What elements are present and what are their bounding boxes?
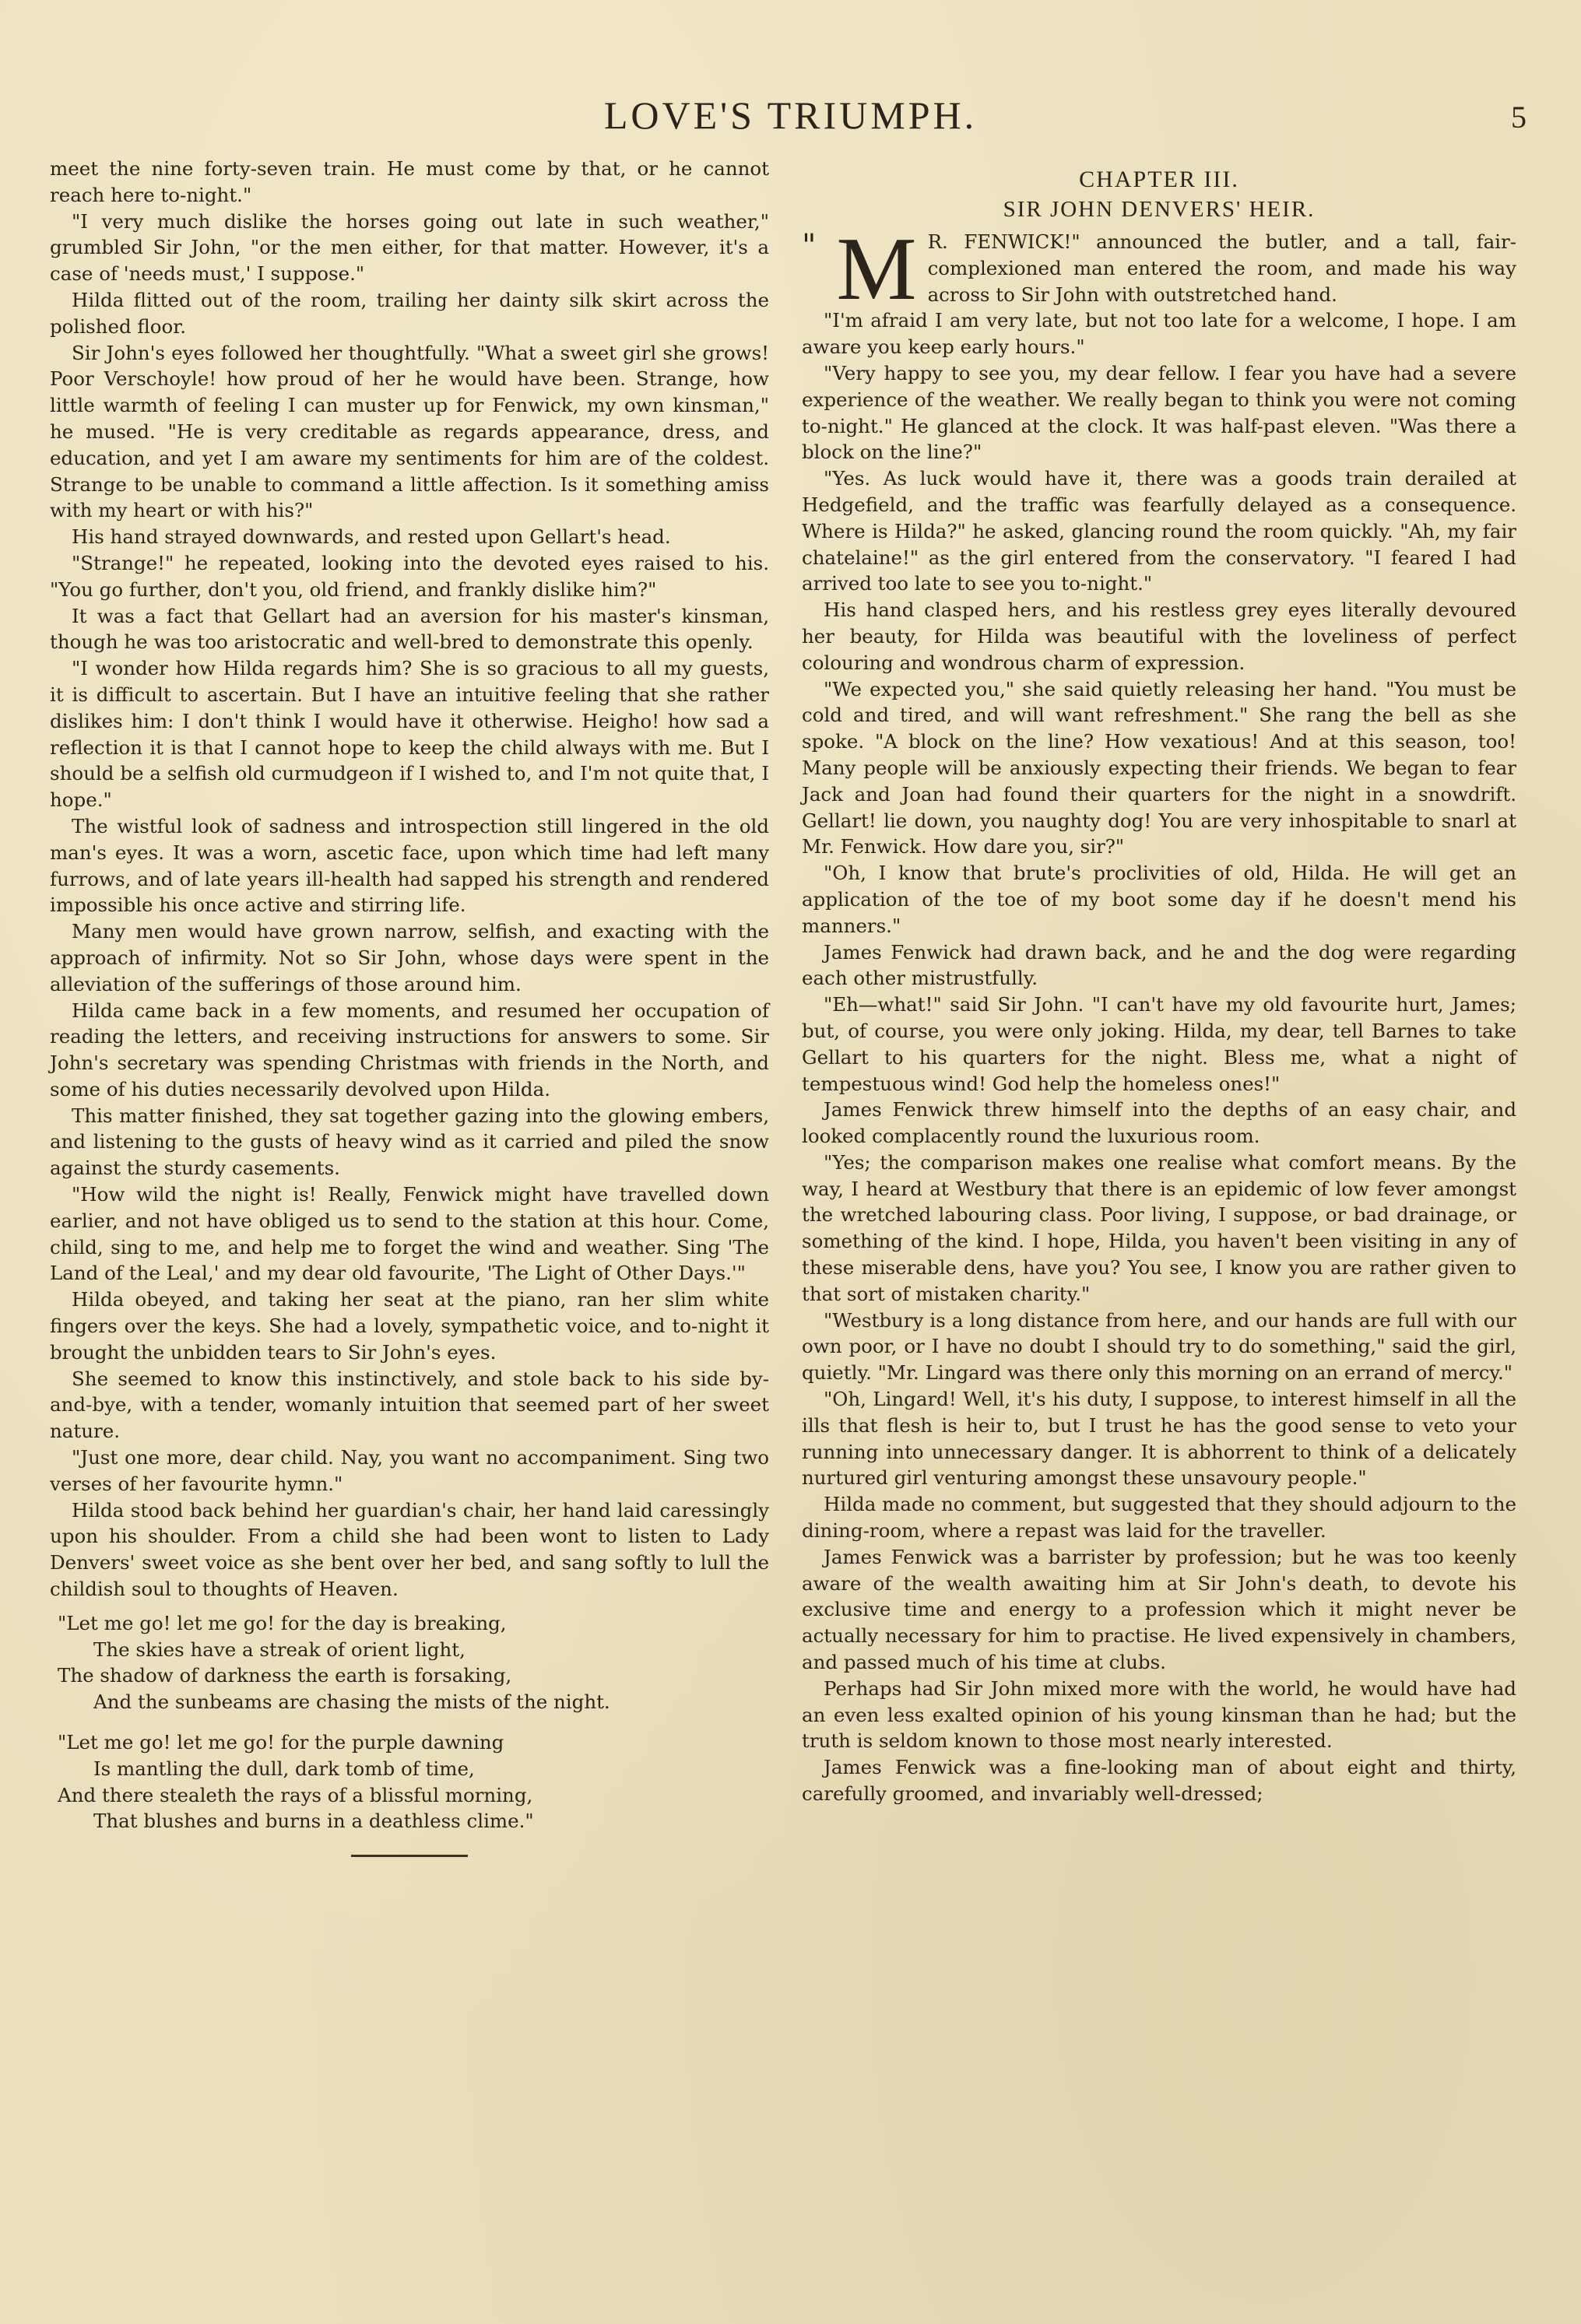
poem-line: The skies have a streak of orient light,: [93, 1638, 466, 1661]
paragraph: Hilda flitted out of the room, trailing her dainty silk skirt across the polished floor.: [50, 288, 769, 338]
paragraph: James Fenwick had drawn back, and he and the dog were regarding each other mistrustfully.: [802, 940, 1516, 990]
paragraph: It was a fact that Gellart had an aversion for his master's kinsman, though he was too aristocratic and well-bred to demonstrate this openly.: [50, 604, 769, 654]
paragraph: "Strange!" he repeated, looking into the devoted eyes raised to his. "You go further, don't you, old friend, and frankly dislike him?": [50, 551, 769, 601]
paragraph: His hand clasped hers, and his restless grey eyes literally devoured her beauty, for Hilda was beautiful with the loveliness of perfect colouring and wondrous charm of expression.: [802, 599, 1516, 674]
paragraph: Hilda came back in a few moments, and resumed her occupation of reading the letters, and receiving instructions for answers to some. Sir John's secretary was spending Christmas with friends in the North, and some of his duties necessarily devolved upon Hilda.: [50, 999, 769, 1101]
paragraph: Hilda obeyed, and taking her seat at the piano, ran her slim white fingers over the keys. She had a lovely, sympathetic voice, and to-night it brought the unbidden tears to Sir John's eyes.: [50, 1288, 769, 1364]
paragraph: James Fenwick threw himself into the depths of an easy chair, and looked complacently round the luxurious room.: [802, 1098, 1516, 1148]
paragraph: "Yes. As luck would have it, there was a goods train derailed at Hedgefield, and the traffic was fearfully delayed as a consequence. Where is Hilda?" he asked, glancing round the room quickly. "Ah, my fair chatelaine!" as the girl entered from the conservatory. "I feared I had arrived too late to see you to-night.": [802, 467, 1516, 595]
paragraph: Hilda stood back behind her guardian's chair, her hand laid caressingly upon his shoulder. From a child she had been wont to listen to Lady Denvers' sweet voice as she bent over her bed, and sang softly to lull the childish soul to thoughts of Heaven.: [50, 1498, 769, 1601]
poem-line: And there stealeth the rays of a blissful morning,: [58, 1783, 533, 1806]
poem-stanza: [58, 1729, 769, 1834]
paragraph: "I'm afraid I am very late, but not too late for a welcome, I hope. I am aware you keep early hours.": [802, 309, 1516, 359]
running-title: LOVE'S TRIUMPH.: [603, 93, 978, 137]
paragraph: "I very much dislike the horses going out late in such weather," grumbled Sir John, "or the men either, for that matter. However, it's a case of 'needs must,' I suppose.": [50, 209, 769, 286]
paragraph: The wistful look of sadness and introspection still lingered in the old man's eyes. It was a worn, ascetic face, upon which time had left many furrows, and of late years ill-health had sapped his strength and rendered impossible his once active and stirring life.: [50, 814, 769, 917]
paragraph: Perhaps had Sir John mixed more with the world, he would have had an even less exalted opinion of his young kinsman than he had; but the truth is seldom known to those most nearly interested.: [802, 1676, 1516, 1753]
poem-line: Is mantling the dull, dark tomb of time,: [93, 1757, 475, 1780]
paragraph: "Eh—what!" said Sir John. "I can't have my old favourite hurt, James; but, of course, you were only joking. Hilda, my dear, tell Barnes to take Gellart to his quarters for the night. Bless me, what a night of tempestuous wind! God help the homeless ones!": [802, 993, 1516, 1095]
paragraph: "Oh, Lingard! Well, it's his duty, I suppose, to interest himself in all the ills that flesh is heir to, but I trust he has the good sense to veto your running into unnecessary danger. It is abhorrent to think of a delicately nurtured girl venturing amongst these unsavoury people.": [802, 1388, 1516, 1490]
right-column: [802, 156, 1516, 1807]
poem-line: The shadow of darkness the earth is forsaking,: [58, 1664, 512, 1687]
paragraph: Many men would have grown narrow, selfish, and exacting with the approach of infirmity. Not so Sir John, whose days were spent in the alleviation of the sufferings of those around him.: [50, 920, 769, 995]
opening-quote-mark: ": [802, 228, 817, 264]
paragraph: "I wonder how Hilda regards him? She is so gracious to all my guests, it is difficult to ascertain. But I have an intuitive feeling that she rather dislikes him: I don't think I would have it otherwise. Heigho! how sad a reflection it is that I cannot hope to keep the child always with me. But I should be a selfish old curmudgeon if I wished to, and I'm not quite that, I hope.": [50, 657, 769, 812]
paragraph: "Very happy to see you, my dear fellow. I fear you have had a severe experience of the weather. We really began to think you were not coming to-night." He glanced at the clock. It was half-past eleven. "Was there a block on the line?": [802, 361, 1516, 464]
poem-stanza: [58, 1610, 769, 1715]
paragraph: meet the nine forty-seven train. He must come by that, or he cannot reach here to-night.": [50, 157, 769, 206]
chapter-number: CHAPTER III.: [1079, 167, 1239, 192]
poem-line: "Let me go! let me go! for the purple dawning: [58, 1731, 504, 1754]
chapter-title: SIR JOHN DENVERS' HEIR.: [1003, 197, 1316, 222]
left-column: [50, 156, 769, 1857]
chapter-opening-text: R. FENWICK!" announced the butler, and a tall, fair-complexioned man entered the room, and made his way across to Sir John with outstretched hand.: [927, 230, 1516, 306]
paragraph: "How wild the night is! Really, Fenwick might have travelled down earlier, and not have obliged us to send to the station at this hour. Come, child, sing to me, and help me to forget the wind and weather. Sing 'The Land of the Leal,' and my dear old favourite, 'The Light of Other Days.'": [50, 1183, 769, 1285]
paragraph: "Yes; the comparison makes one realise what comfort means. By the way, I heard at Westbury that there is an epidemic of low fever amongst the wretched labouring class. Poor living, I suppose, or bad drainage, or something of the kind. I hope, Hilda, you haven't been visiting in any of these miserable dens, have you? You see, I know you are rather given to that sort of mistaken charity.": [802, 1150, 1516, 1305]
poem-line: That blushes and burns in a deathless clime.": [93, 1810, 534, 1833]
paragraph: "Oh, I know that brute's proclivities of old, Hilda. He will get an application of the toe of my boot some day if he doesn't mend his manners.": [802, 862, 1516, 937]
paragraph: James Fenwick was a barrister by profession; but he was too keenly aware of the wealth awaiting him at Sir John's death, to devote his exclusive time and energy to a profession which it might never be actually necessary for him to practise. He lived expensively in chambers, and passed much of his time at clubs.: [802, 1545, 1516, 1674]
right-paragraphs: [802, 307, 1516, 1806]
paragraph: Sir John's eyes followed her thoughtfully. "What a sweet girl she grows! Poor Verschoyle! how proud of her he would have been. Strange, how little warmth of feeling I can muster up for Fenwick, my own kinsman," he mused. "He is very creditable as regards appearance, dress, and education, and yet I am aware my sentiments for him are of the coldest. Strange to be unable to command a little affection. Is it something amiss with my heart or with his?": [50, 341, 769, 522]
paragraph: His hand strayed downwards, and rested upon Gellart's head.: [72, 525, 671, 549]
paragraph: She seemed to know this instinctively, and stole back to his side by-and-bye, with a tender, womanly intuition that seemed part of her sweet nature.: [50, 1367, 769, 1443]
left-paragraphs: [50, 156, 769, 1603]
hymn-verse: [58, 1610, 769, 1834]
section-rule: [351, 1855, 468, 1857]
paragraph: James Fenwick was a fine-looking man of about eight and thirty, carefully groomed, and invariably well-dressed;: [802, 1756, 1516, 1806]
drop-cap: M: [836, 219, 917, 319]
paragraph: "Just one more, dear child. Nay, you want no accompaniment. Sing two verses of her favourite hymn.": [50, 1446, 769, 1495]
paragraph: "Westbury is a long distance from here, and our hands are full with our own poor, or I have no doubt I should try to do something," said the girl, quietly. "Mr. Lingard was there only this morning on an errand of mercy.": [802, 1308, 1516, 1385]
chapter-opening-paragraph: [802, 219, 1516, 319]
running-head: [0, 92, 1581, 146]
page-number: 5: [1511, 100, 1527, 135]
poem-line: "Let me go! let me go! for the day is breaking,: [58, 1611, 507, 1634]
paragraph: Hilda made no comment, but suggested that they should adjourn to the dining-room, where a repast was laid for the traveller.: [802, 1493, 1516, 1543]
poem-line: And the sunbeams are chasing the mists of the night.: [93, 1690, 610, 1714]
paragraph: This matter finished, they sat together gazing into the glowing embers, and listening to the gusts of heavy wind as it carried and piled the snow against the sturdy casements.: [50, 1104, 769, 1180]
paragraph: "We expected you," she said quietly releasing her hand. "You must be cold and tired, and will want refreshment." She rang the bell as she spoke. "A block on the line? How vexatious! And at this season, too! Many people will be anxiously expecting their friends. We began to fear Jack and Joan had found their quarters for the night in a snowdrift. Gellart! lie down, you naughty dog! You are very inhospitable to snarl at Mr. Fenwick. How dare you, sir?": [802, 677, 1516, 858]
